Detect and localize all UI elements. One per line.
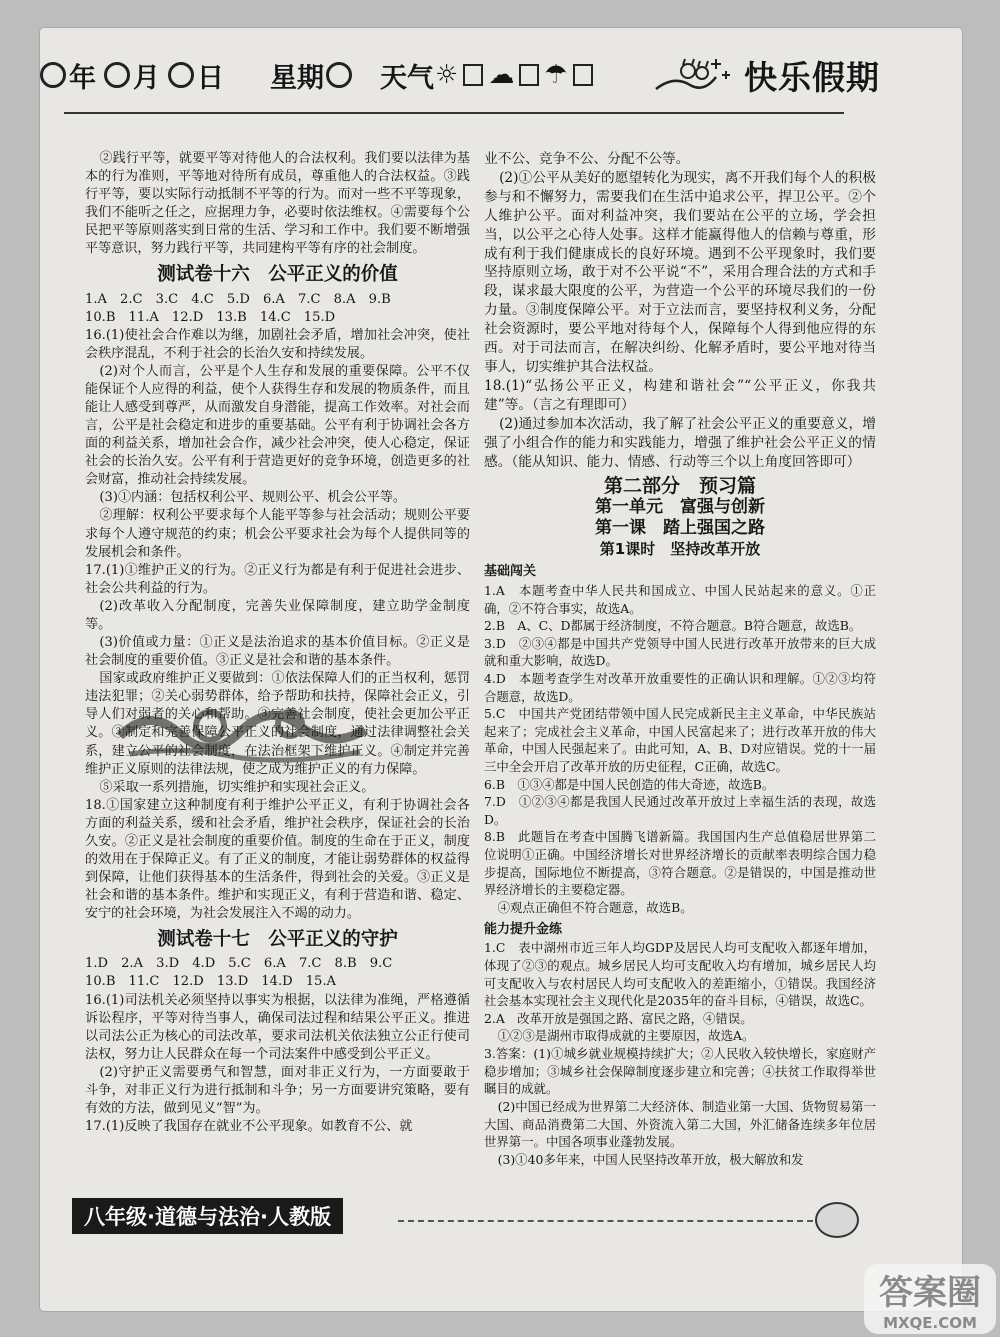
period-title: 第1课时 坚持改革开放: [599, 540, 761, 559]
year-label: 年: [69, 62, 96, 94]
answer-line: 6.B ①③④都是中国人民创造的伟大奇迹，故选B。: [484, 776, 775, 792]
weather-label: 天气: [380, 62, 434, 94]
answer-line: ①②③是湖州市取得成就的主要原因，故选A。: [497, 1028, 755, 1044]
blank-circle: [40, 62, 66, 88]
weekday-label: 星期: [270, 62, 324, 94]
answer-line: (2)对个人而言，公平是个人生存和发展的重要保障。公平不仅能保证个人应得的利益，使个人获得生存和发展的物质条件，而且能让人感受到尊严，从而激发自身潜能，提高工作效率。对社会而言，公平是社会稳定和进步的重要基础。公平有利于协调社会各方面的利益关系，增加社会合作，减少社会冲突，使人心稳定，保证社会的长治久安。公平有利于营造更好的竞争环境，创造更多的社会财富，推动社会持续发展。: [85, 363, 470, 488]
lesson-title: 第一课 踏上强国之路: [595, 518, 765, 539]
answer-line: (2)通过参加本次活动，我了解了社会公平正义的重要意义，增强了小组合作的能力和实践能力，增强了维护社会公平正义的情感。（能从知识、能力、情感、行动等三个以上角度回答即可）: [484, 415, 876, 470]
day-label: 日: [197, 62, 224, 94]
blank-circle: [326, 62, 352, 88]
answer-line: (3)①40多年来，中国人民坚持改革开放，极大解放和发: [497, 1151, 804, 1167]
answer-line: 16.(1)司法机关必须坚持以事实为根据，以法律为准绳，严格遵循诉讼程序，平等对待当事人，确保司法过程和结果公平正义。推进以司法公正为核心的司法改革，要求司法机关依法独立公正行使司法权，努力让人民群众在每一个司法案件中感受到公平正义。: [85, 992, 470, 1062]
answer-line: 1.C 表中湖州市近三年人均GDP及居民人均可支配收入都逐年增加，体现了②③的观点。城乡居民人均可支配收入均有增加，城乡居民人均可支配收入与农村居民人均可支配收入的差距缩小，①错误。我国经济社会基本实现社会主义现代化是2035年的奋斗目标，④错误，故选C。: [484, 940, 876, 1009]
header-divider: [64, 112, 844, 114]
answer-line: 1.A 本题考查中华人民共和国成立、中国人民站起来的意义。①正确，②不符合事实，故选A。: [484, 582, 876, 616]
cloud-icon: ☁: [488, 60, 515, 90]
answer-line: ④观点正确但不符合题意，故选B。: [497, 899, 693, 915]
intro-paragraph: ②践行平等，就要平等对待他人的合法权利。我们要以法律为基本的行为准则，平等地对待所有成员，尊重他人的合法权益。③践行平等，要以实际行动抵制不平等的行为。而对一些不平等现象，我们不能听之任之，应据理力争，必要时依法维权。④需要每个公民把平等原则落实到日常的生活、学习和工作中。我们要不断增强平等意识，努力践行平等，共同建构平等有序的社会制度。: [85, 151, 470, 257]
answer-line: 1.A 2.C 3.C 4.C 5.D 6.A 7.C 8.A 9.B: [85, 291, 391, 307]
footer-divider: [398, 1220, 813, 1222]
checkbox-square: [463, 64, 483, 86]
answer-line: 3.答案：(1)①城乡就业规模持续扩大；②人民收入较快增长，家庭财产稳步增加；③城乡社会保障制度逐步建立和完善；④扶贫工作取得举世瞩目的成就。: [484, 1046, 876, 1097]
answer-line: 1.D 2.A 3.D 4.D 5.C 6.A 7.C 8.B 9.C: [85, 956, 393, 972]
checkbox-square: [519, 64, 539, 86]
svg-text:MXQE.COM: MXQE.COM: [883, 1314, 977, 1332]
answer-line: (2)中国已经成为世界第二大经济体、制造业第一大国、货物贸易第一大国、商品消费第二大国、外资流入第二大国，外汇储备连续多年位居世界第一。中国各项事业蓬勃发展。: [484, 1098, 876, 1150]
answer-line: 17.(1)反映了我国存在就业不公平现象。如教育不公、就: [85, 1119, 413, 1135]
svg-text:答案圈: 答案圈: [879, 1273, 981, 1313]
answer-line: 10.B 11.C 12.D 13.D 14.D 15.A: [85, 974, 336, 990]
brand-text: 快乐假期: [744, 57, 880, 97]
answer-line: 16.(1)使社会合作难以为继，加剧社会矛盾，增加社会冲突，使社会秩序混乱，不利于社会的长治久安和持续发展。: [85, 327, 470, 361]
answer-line: (2)改革收入分配制度，完善失业保障制度，建立助学金制度等。: [85, 598, 470, 632]
answer-line: 18.(1)“弘扬公平正义，构建和谐社会”“公平正义，你我共建”等。（言之有理即可）: [484, 377, 876, 413]
answer-line: 10.B 11.A 12.D 13.B 14.C 15.D: [85, 309, 336, 325]
answer-line: 2.A 改革开放是强国之路、富民之路，④错误。: [484, 1010, 753, 1026]
answer-line: 4.D 本题考查学生对改革开放重要性的正确认识和理解。①②③均符合题意，故选D。: [484, 670, 876, 704]
answer-line: 7.D ①②③④都是我国人民通过改革开放过上幸福生活的表现，故选D。: [484, 794, 876, 827]
answer-line: 5.C 中国共产党团结带领中国人民完成新民主主义革命，中华民族站起来了；完成社会主义革命，中国人民富起来了；进行改革开放的伟大革命，中国人民强起来了。由此可知，A、B、D对应错误。党的十一届三中全会开启了改革开放的历史征程，C正确，故选C。: [484, 706, 876, 775]
test17-title: 测试卷十七 公平正义的守护: [157, 929, 398, 951]
answer-line: 18.①国家建立这种制度有利于维护公平正义，有利于协调社会各方面的利益关系，缓和社会矛盾，维护社会秩序，保证社会的长治久安。②正义是社会制度的重要价值。制度的生命在于正义，制度的效用在于保障正义。有了正义的制度，才能让弱势群体的权益得到保障，让他们获得基本的生活条件，得到社会的关爱。③正义是社会和谐的基本条件。维护和实现正义，有利于营造和谐、稳定、安宁的社会环境，为社会发展注入不竭的动力。: [85, 797, 470, 922]
footer-grade-label: 八年级·道德与法治·人教版: [72, 1198, 343, 1234]
answer-line: (2)①公平从美好的愿望转化为现实，离不开我们每个人的积极参与和不懈努力，需要我们在生活中追求公平，捍卫公平。②个人维护公平。面对利益冲突，我们要站在公平的立场，学会担当，以公平之心待人处事。这样才能赢得他人的信赖与尊重，形成有利于我们健康成长的良好环境。遇到不公平现象时，我们要坚持原则立场，敢于对不公平说“不”，采用合理合法的方式和手段，谋求最大限度的公平，为营造一个公平的环境尽我们的一份力量。③制度保障公平。对于立法而言，要坚持权利义务，分配社会资源时，要公平地对待每个人，保障每个人得到他应得的东西。对于司法而言，在解决纠纷、化解矛盾时，要公平地对待当事人，切实维护其合法权益。: [484, 169, 876, 375]
answer-line: (3)价值或力量：①正义是法治追求的基本价值目标。②正义是社会制度的重要价值。③正义是社会和谐的基本条件。: [85, 635, 470, 669]
brand-decoration-icon: [654, 55, 740, 95]
blank-circle: [168, 62, 194, 88]
checkbox-square: [573, 64, 593, 86]
sun-icon: ☼: [435, 60, 459, 90]
answer-line: (2)守护正义需要勇气和智慧，面对非正义行为，一方面要敢于斗争，对非正义行为进行抵制和斗争；另一方面要讲究策略，要有有效的方法，做到见义“智”为。: [85, 1064, 470, 1116]
section-label: 能力提升金练: [484, 921, 563, 937]
blank-circle: [104, 62, 130, 88]
watermark-logo: [860, 1260, 1000, 1337]
answer-line: 业不公、竞争不公、分配不公等。: [484, 151, 690, 167]
ink-stamp-icon: [110, 696, 380, 766]
answer-line: ②理解：权利公平要求每个人能平等参与社会活动；规则公平要求每个人遵守规范的约束；机会公平要求社会为每个人提供同等的发展机会和条件。: [85, 508, 470, 560]
answer-line: 国家或政府维护正义要做到：①依法保障人们的正当权利，惩罚违法犯罪；②关心弱势群体，给予帮助和扶持，保障社会正义，引导人们对弱者的关心和帮助。③完善社会制度，使社会更加公平正义。③制定和完善保障公平正义的社会制度，通过法律调整社会关系，建立公平的社会制度，在法治框架下维护正义。④制定并完善维护正义原则的法律法规，使之成为维护正义的有力保障。: [85, 671, 470, 777]
answer-line: 8.B 此题旨在考查中国腾飞谱新篇。我国国内生产总值稳居世界第二位说明①正确。中国经济增长对世界经济增长的贡献率表明综合国力稳步提高，国际地位不断提高，③符合题意。②是错误的，中国是推动世界经济增长的主要稳定器。: [484, 829, 876, 898]
answer-line: 3.D ②③④都是中国共产党领导中国人民进行改革开放带来的巨大成就和重大影响，故选D。: [484, 635, 876, 669]
page-header: [40, 44, 880, 106]
answer-line: 2.B A、C、D都属于经济制度，不符合题意。B符合题意，故选B。: [484, 618, 862, 634]
left-column: [85, 150, 470, 1136]
test16-title: 测试卷十六 公平正义的价值: [157, 264, 398, 286]
brand-logo: [654, 52, 880, 99]
answer-line: ⑤采取一系列措施，切实维护和实现社会正义。: [99, 779, 375, 795]
section-label: 基础闯关: [484, 564, 537, 580]
rain-cloud-icon: ☂: [544, 60, 568, 90]
answer-line: 17.(1)①维护正义的行为。②正义行为都是有利于促进社会进步、社会公共利益的行为。: [85, 562, 470, 596]
right-column: [484, 150, 876, 1168]
unit-title: 第一单元 富强与创新: [595, 497, 765, 518]
answer-line: (3)①内涵：包括权利公平、规则公平、机会公平等。: [99, 490, 407, 506]
part2-title: 第二部分 预习篇: [603, 475, 756, 498]
page-number-badge: [815, 1202, 859, 1238]
month-label: 月: [133, 62, 160, 94]
